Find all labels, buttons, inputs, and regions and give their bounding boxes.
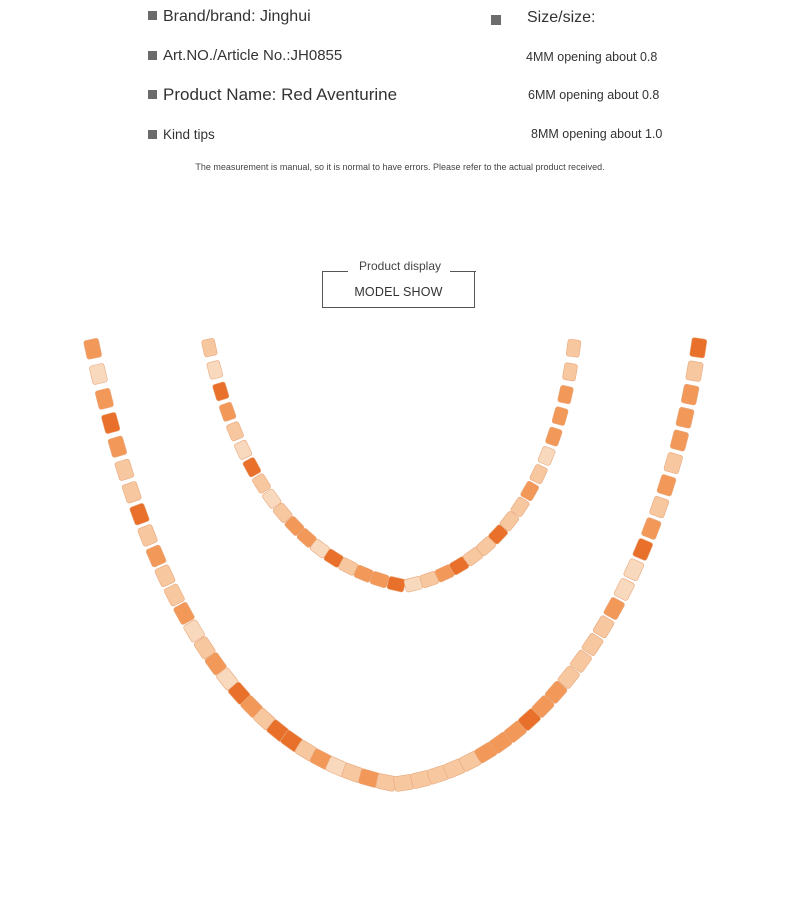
bead xyxy=(108,435,128,457)
measurement-note: The measurement is manual, so it is normal to have errors. Please refer to the actual product received. xyxy=(195,162,605,172)
bullet-square-icon xyxy=(148,130,157,139)
bead xyxy=(681,384,699,406)
outer-strand xyxy=(83,337,707,791)
bead xyxy=(89,363,108,385)
kind-tips-text: Kind tips xyxy=(163,127,215,142)
bead xyxy=(641,517,662,540)
bead xyxy=(387,576,407,593)
bead xyxy=(122,481,142,504)
bead xyxy=(670,429,689,451)
bead xyxy=(685,361,703,382)
bead xyxy=(95,388,114,410)
bead xyxy=(537,446,555,467)
bead xyxy=(234,439,253,460)
bead xyxy=(676,407,695,429)
bead xyxy=(201,338,217,357)
bead xyxy=(375,773,397,792)
size-title: Size/size: xyxy=(527,9,596,26)
product-name-spec xyxy=(148,85,397,105)
brand-spec xyxy=(148,8,311,26)
bead xyxy=(101,412,120,434)
bead xyxy=(529,464,548,485)
bead xyxy=(649,496,669,519)
bead xyxy=(226,421,244,442)
bead xyxy=(212,381,229,401)
inner-strand xyxy=(201,338,581,593)
bullet-square-icon xyxy=(148,11,157,20)
bead xyxy=(242,457,262,478)
bead xyxy=(562,362,578,381)
bead xyxy=(154,564,176,588)
bead xyxy=(656,474,676,497)
bead xyxy=(632,538,653,561)
bead xyxy=(83,338,102,360)
size-item: 4MM opening about 0.8 xyxy=(526,50,658,64)
kind-tips-spec xyxy=(148,127,215,142)
bead xyxy=(163,583,185,607)
model-show-title: MODEL SHOW xyxy=(354,285,443,299)
bead xyxy=(689,337,707,358)
size-item: 6MM opening about 0.8 xyxy=(528,88,660,102)
bullet-square-icon xyxy=(491,15,501,25)
article-spec xyxy=(148,47,342,64)
bead xyxy=(370,571,390,589)
bullet-square-icon xyxy=(148,90,157,99)
bead xyxy=(129,503,150,526)
bead xyxy=(623,558,645,582)
bead xyxy=(114,458,134,481)
bullet-square-icon xyxy=(148,51,157,60)
bead xyxy=(206,360,223,380)
size-item: 8MM opening about 1.0 xyxy=(531,127,663,141)
bead xyxy=(663,452,683,474)
article-text: Art.NO./Article No.:JH0855 xyxy=(163,47,343,64)
bead xyxy=(603,597,625,621)
necklace-photo xyxy=(0,336,800,905)
bead xyxy=(557,385,573,404)
brand-text: Brand/brand: Jinghui xyxy=(163,8,311,25)
bead xyxy=(145,544,166,567)
bead xyxy=(219,402,237,422)
bead xyxy=(552,406,569,426)
bead xyxy=(566,339,581,358)
product-name-text: Product Name: Red Aventurine xyxy=(163,85,398,104)
product-display-label: Product display xyxy=(358,259,442,273)
bead xyxy=(137,524,158,547)
bead xyxy=(545,426,563,446)
bead xyxy=(613,578,635,602)
